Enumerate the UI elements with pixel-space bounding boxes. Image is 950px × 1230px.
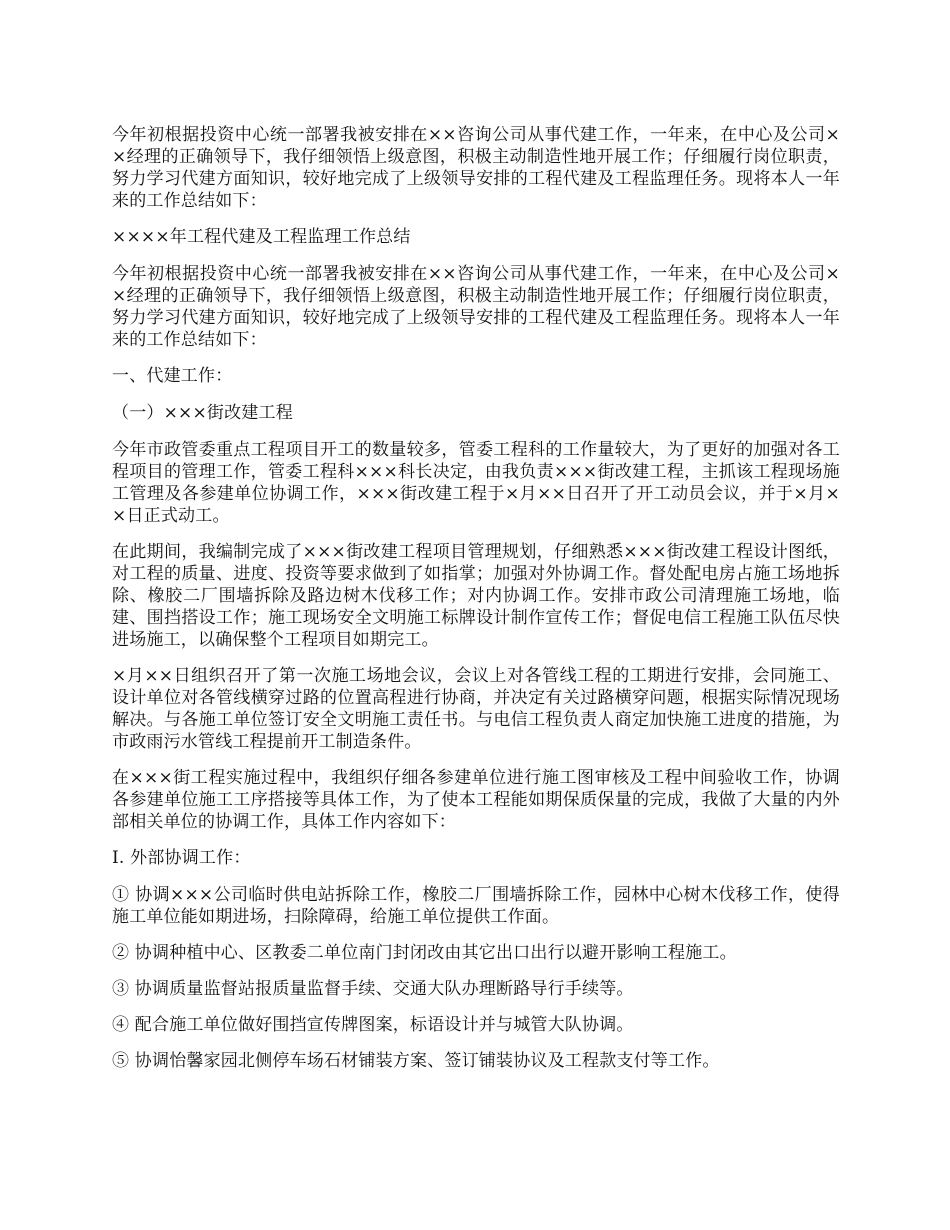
intro-paragraph-repeat: 今年初根据投资中心统一部署我被安排在××咨询公司从事代建工作，一年来，在中心及公司××经理的正确领导下，我仔细领悟上级意图，积极主动制造性地开展工作；仔细履行岗位职责，努力学习代建方面知识，较好地完成了上级领导安排的工程代建及工程监理任务。现将本人一年来的工作总结如下： <box>112 264 840 350</box>
body-paragraph: 在此期间，我编制完成了×××街改建工程项目管理规划，仔细熟悉×××街改建工程设计图纸，对工程的质量、进度、投资等要求做到了如指掌；加强对外协调工作。督处配电房占施工场地拆除、橡胶二厂围墙拆除及路边树木伐移工作；对内协调工作。安排市政公司清理施工场地，临建、围挡搭设工作；施工现场安全文明施工标牌设计制作宣传工作；督促电信工程施工队伍尽快进场施工，以确保整个工程项目如期完工。 <box>112 542 840 650</box>
subsection-heading-street-project: （一）×××街改建工程 <box>112 403 293 423</box>
list-item: ① 协调×××公司临时供电站拆除工作，橡胶二厂围墙拆除工作，园林中心树木伐移工作，使得施工单位能如期进场，扫除障碍，给施工单位提供工作面。 <box>112 885 840 927</box>
list-item: ⑤ 协调怡馨家园北侧停车场石材铺装方案、签订铺装协议及工程款支付等工作。 <box>112 1051 720 1071</box>
list-heading-external-coordination: I. 外部协调工作： <box>112 848 251 868</box>
list-item: ④ 配合施工单位做好围挡宣传牌图案，标语设计并与城管大队协调。 <box>112 1015 634 1035</box>
body-paragraph: 在×××街工程实施过程中，我组织仔细各参建单位进行施工图审核及工程中间验收工作，协调各参建单位施工工序搭接等具体工作，为了使本工程能如期保质保量的完成，我做了大量的内外部相关单位的协调工作，具体工作内容如下： <box>112 768 840 832</box>
document-title: ××××年工程代建及工程监理工作总结 <box>112 227 411 247</box>
section-heading-agency-work: 一、代建工作： <box>112 366 233 386</box>
body-paragraph: 今年市政管委重点工程项目开工的数量较多，管委工程科的工作量较大，为了更好的加强对各工程项目的管理工作，管委工程科×××科长决定，由我负责×××街改建工程，主抓该工程现场施工管理及各参建单位协调工作，×××街改建工程于×月××日召开了开工动员会议，并于×月××日正式动工。 <box>112 440 840 526</box>
list-item: ③ 协调质量监督站报质量监督手续、交通大队办理断路导行手续等。 <box>112 979 634 999</box>
body-paragraph: ×月××日组织召开了第一次施工场地会议，会议上对各管线工程的工期进行安排，会同施工、设计单位对各管线横穿过路的位置高程进行协商，并决定有关过路横穿问题，根据实际情况现场解决。与各施工单位签订安全文明施工责任书。与电信工程负责人商定加快施工进度的措施，为市政雨污水管线工程提前开工制造条件。 <box>112 666 840 752</box>
document-body <box>112 124 840 1086</box>
intro-paragraph: 今年初根据投资中心统一部署我被安排在××咨询公司从事代建工作，一年来，在中心及公司××经理的正确领导下，我仔细领悟上级意图，积极主动制造性地开展工作；仔细履行岗位职责，努力学习代建方面知识，较好地完成了上级领导安排的工程代建及工程监理任务。现将本人一年来的工作总结如下： <box>112 125 840 211</box>
list-item: ② 协调种植中心、区教委二单位南门封闭改由其它出口出行以避开影响工程施工。 <box>112 943 737 963</box>
